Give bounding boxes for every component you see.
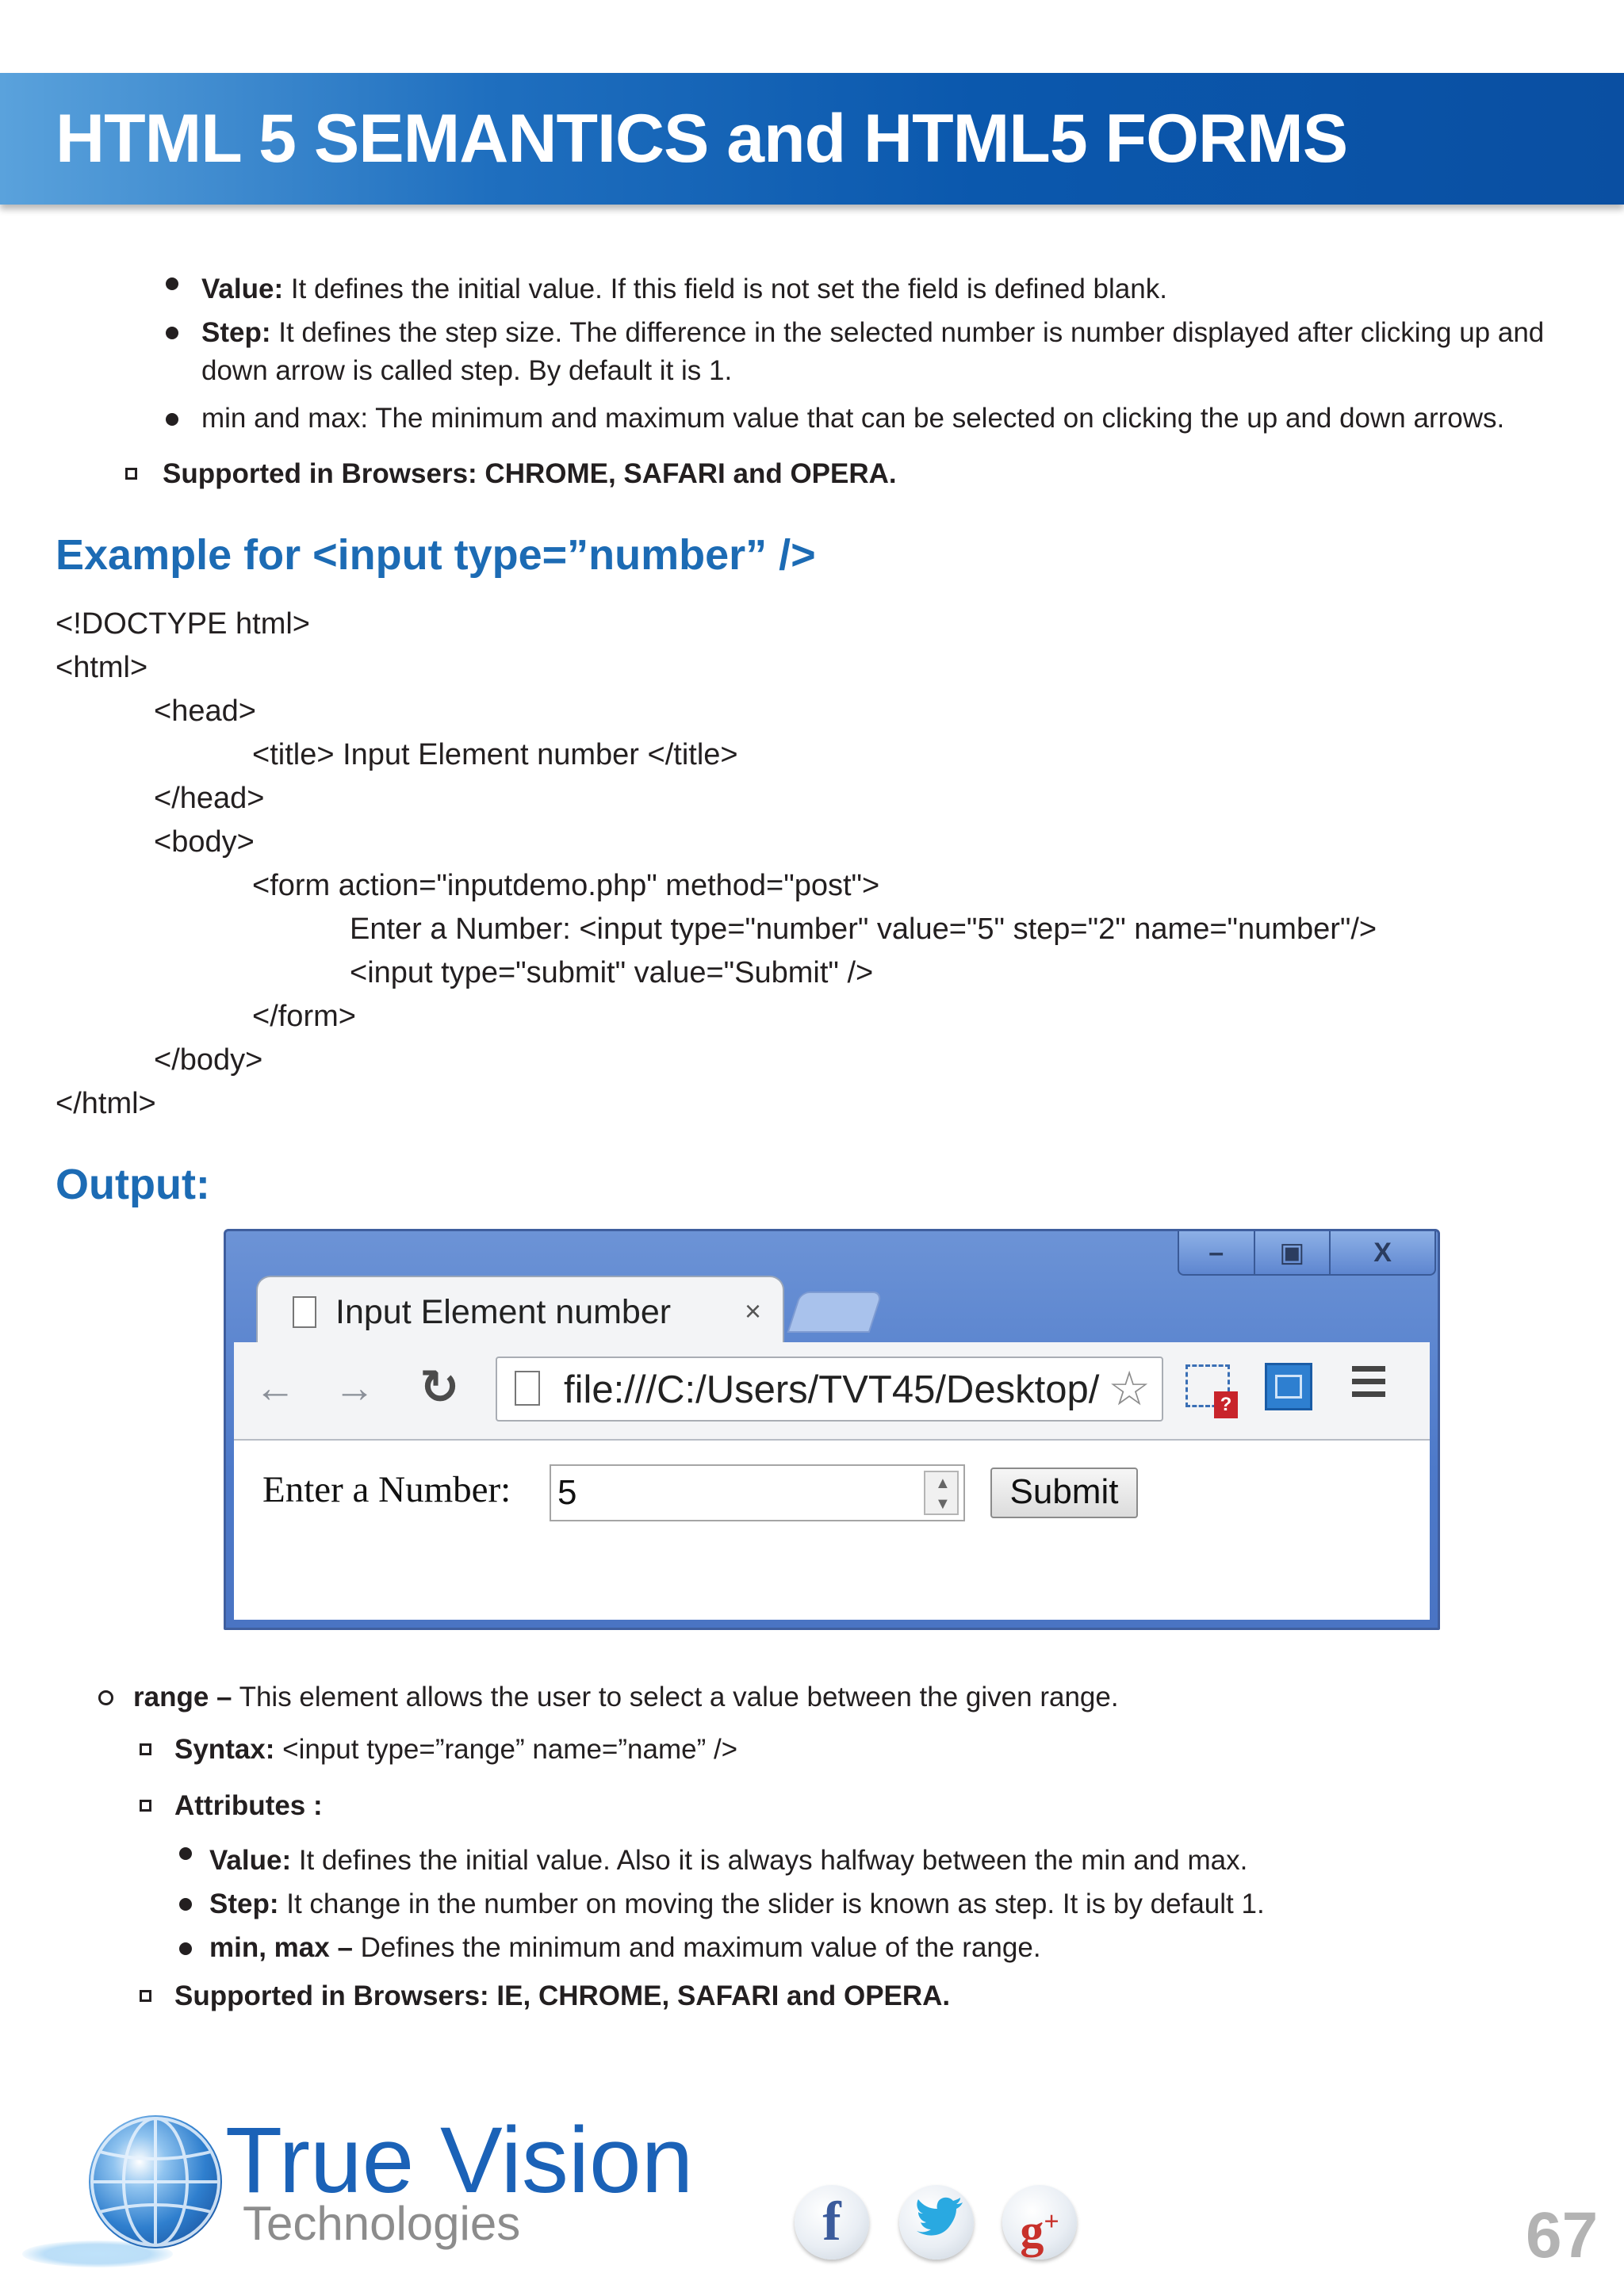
- globe-grid-icon: [89, 2115, 222, 2248]
- back-arrow-icon[interactable]: ←: [255, 1365, 296, 1411]
- attributes-label: Attributes :: [174, 1790, 323, 1821]
- address-text: file:///C:/Users/TVT45/Desktop/: [564, 1368, 1100, 1411]
- syntax-text: <input type=”range” name=”name” />: [274, 1734, 738, 1765]
- code-line: <body>: [154, 825, 255, 859]
- reload-icon[interactable]: ↻: [419, 1360, 460, 1414]
- code-line: Enter a Number: <input type="number" value="5" step="2" name="number"/>: [350, 913, 1377, 946]
- page-number: 67: [1526, 2199, 1599, 2271]
- maximize-button[interactable]: ▣: [1255, 1231, 1331, 1274]
- range-attr-step-text: It change in the number on moving the slider is known as step. It is by default 1.: [278, 1888, 1265, 1919]
- page-title: HTML 5 SEMANTICS and HTML5 FORMS: [56, 101, 1348, 177]
- number-input-value: 5: [557, 1473, 577, 1512]
- bullet-dot: [179, 1942, 192, 1955]
- range-text: This element allows the user to select a value between the given range.: [232, 1682, 1119, 1712]
- spin-down-icon[interactable]: ▼: [935, 1495, 951, 1513]
- code-line: <html>: [56, 651, 148, 684]
- bullet-dot: [166, 277, 178, 290]
- browser-toolbar: [234, 1342, 1430, 1441]
- tab-title: Input Element number: [335, 1293, 672, 1331]
- range-attr-step-label: Step:: [209, 1888, 279, 1919]
- attr-step-text: It defines the step size. The difference in the selected number is number displayed after clicking up and down arrow is called step. By default it is 1.: [201, 317, 1545, 386]
- submit-button[interactable]: Submit: [990, 1468, 1138, 1518]
- range-intro: [133, 1678, 1119, 1716]
- window-extension-icon[interactable]: [1265, 1363, 1312, 1410]
- spinner-control[interactable]: [924, 1471, 959, 1515]
- bullet-square: [140, 1800, 151, 1812]
- code-line: </head>: [154, 782, 265, 815]
- twitter-bird-icon: [899, 2185, 974, 2260]
- google-plus-icon[interactable]: g+: [1002, 2185, 1077, 2260]
- minimize-button[interactable]: –: [1179, 1231, 1255, 1274]
- attr-minmax-text: min and max: The minimum and maximum value that can be selected on clicking the up and down arrows.: [201, 403, 1505, 434]
- range-attr-step: [209, 1885, 1265, 1923]
- number-input[interactable]: [550, 1464, 965, 1521]
- new-tab-button[interactable]: [787, 1292, 883, 1333]
- range-attr-value: [209, 1842, 1247, 1880]
- spin-up-icon[interactable]: ▲: [935, 1475, 951, 1492]
- code-line: </body>: [154, 1043, 263, 1077]
- code-line: <input type="submit" value="Submit" />: [350, 956, 874, 989]
- range-attr-value-label: Value:: [209, 1845, 292, 1876]
- output-heading: Output:: [56, 1161, 210, 1208]
- forward-arrow-icon[interactable]: →: [334, 1365, 375, 1411]
- header-band: [0, 73, 1624, 205]
- attr-value-text: It defines the initial value. If this field is not set the field is defined blank.: [283, 274, 1167, 304]
- code-line: <!DOCTYPE html>: [56, 607, 310, 641]
- bullet-dot: [166, 413, 178, 426]
- attr-step-label: Step:: [201, 317, 271, 348]
- bullet-square: [140, 1743, 151, 1755]
- page-icon: [515, 1371, 540, 1406]
- browser-window: [224, 1229, 1440, 1630]
- bullet-circle: [98, 1690, 113, 1705]
- window-controls: [1178, 1231, 1436, 1276]
- code-line: </html>: [56, 1087, 156, 1120]
- bullet-square: [125, 468, 137, 480]
- code-line: </form>: [252, 1000, 356, 1033]
- address-bar[interactable]: [496, 1357, 1163, 1422]
- twitter-icon[interactable]: [899, 2185, 974, 2260]
- close-window-button[interactable]: X: [1373, 1237, 1392, 1268]
- range-attr-minmax-label: min, max –: [209, 1932, 353, 1963]
- browser-tab[interactable]: [256, 1276, 784, 1345]
- code-line: <form action="inputdemo.php" method="post">: [252, 869, 880, 902]
- number-support: Supported in Browsers: CHROME, SAFARI and OPERA.: [163, 458, 897, 489]
- attr-step: [201, 314, 1549, 390]
- form-label: Enter a Number:: [262, 1469, 511, 1510]
- brand-subtitle: Technologies: [243, 2197, 521, 2250]
- attr-minmax: [201, 400, 1504, 438]
- page-content: [234, 1441, 1430, 1620]
- attr-value: [201, 270, 1167, 308]
- bullet-dot: [179, 1847, 192, 1860]
- syntax-label: Syntax:: [174, 1734, 275, 1765]
- page-icon: [293, 1296, 316, 1328]
- attr-value-label: Value:: [201, 274, 284, 304]
- range-label: range –: [133, 1682, 232, 1712]
- range-syntax: [174, 1731, 737, 1769]
- facebook-icon[interactable]: f: [795, 2185, 869, 2260]
- brand-name: True Vision: [225, 2108, 694, 2213]
- range-attr-minmax: [209, 1929, 1041, 1967]
- bookmark-star-icon[interactable]: ☆: [1108, 1362, 1151, 1415]
- tab-close-icon[interactable]: ×: [745, 1295, 762, 1327]
- help-badge-icon: ?: [1214, 1391, 1238, 1418]
- range-support: Supported in Browsers: IE, CHROME, SAFARI and OPERA.: [174, 1980, 951, 2011]
- window-glyph-icon: [1275, 1375, 1302, 1399]
- code-line: <title> Input Element number </title>: [252, 738, 738, 771]
- bullet-square: [140, 1990, 151, 2002]
- range-attr-value-text: It defines the initial value. Also it is always halfway between the min and max.: [291, 1845, 1248, 1876]
- bullet-dot: [179, 1898, 192, 1911]
- code-line: <head>: [154, 695, 256, 728]
- globe-logo-icon: [89, 2115, 222, 2248]
- range-attr-minmax-text: Defines the minimum and maximum value of the range.: [352, 1932, 1041, 1963]
- menu-icon[interactable]: [1352, 1366, 1385, 1404]
- example-heading: Example for <input type=”number” />: [56, 531, 816, 579]
- bullet-dot: [166, 327, 178, 339]
